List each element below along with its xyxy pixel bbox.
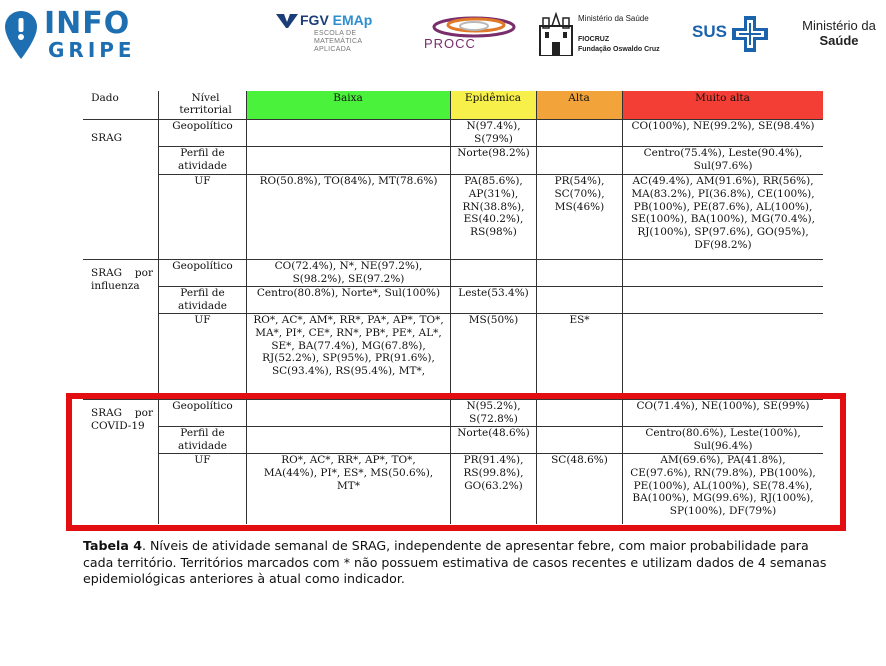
alta-cell: SC(48.6%) bbox=[551, 454, 608, 466]
caption-label: Tabela 4 bbox=[83, 538, 142, 553]
fiocruz-ministry: Ministério da Saúde bbox=[578, 14, 649, 23]
muito-alta-cell: AM(69.6%), PA(41.8%), CE(97.6%), RN(79.8%), PB(100%), PE(100%), AL(100%), SE(78.4%), BA(100%), MG(99.6%), RJ(100%), SP(100%), DF(79%) bbox=[630, 454, 816, 518]
nivel-cell: UF bbox=[194, 454, 211, 466]
nivel-cell: Perfil de atividade bbox=[177, 287, 228, 312]
section-label-influenza: SRAG por influenza bbox=[91, 267, 153, 292]
sus-name: SUS bbox=[692, 22, 727, 41]
header-dado: Dado bbox=[91, 92, 119, 104]
header-epidemica: Epidêmica bbox=[464, 92, 522, 104]
table-caption bbox=[83, 538, 828, 588]
fiocruz-foundation: Fundação Oswaldo Cruz bbox=[578, 46, 660, 53]
epidemica-cell: PR(91.4%), RS(99.8%), GO(63.2%) bbox=[463, 454, 524, 492]
header-muito-alta: Muito alta bbox=[695, 92, 750, 104]
ministerio-line2: Saúde bbox=[819, 33, 859, 48]
baixa-cell: RO*, AC*, RR*, AP*, TO*, MA(44%), PI*, ES*, MS(50.6%), MT* bbox=[263, 454, 434, 492]
emap-brand: EMAp bbox=[332, 12, 373, 28]
muito-alta-cell: Centro(80.6%), Leste(100%), Sul(96.4%) bbox=[645, 427, 801, 452]
fiocruz-castle-icon bbox=[538, 12, 574, 56]
nivel-cell: Geopolítico bbox=[172, 400, 233, 412]
section-label-srag: SRAG bbox=[91, 132, 123, 144]
fgv-brand: FGV bbox=[300, 12, 329, 28]
ministerio-saude-logo bbox=[794, 18, 884, 48]
nivel-cell: Perfil de atividade bbox=[177, 427, 228, 452]
nivel-cell: Geopolítico bbox=[172, 120, 233, 132]
infogripe-word-gripe: GRIPE bbox=[48, 38, 136, 62]
alta-cell: ES* bbox=[569, 314, 590, 326]
epidemica-cell: N(95.2%), S(72.8%) bbox=[466, 400, 521, 425]
fgv-chevron-icon bbox=[276, 14, 298, 28]
page-header bbox=[0, 0, 886, 70]
alta-cell: PR(54%), SC(70%), MS(46%) bbox=[554, 175, 605, 213]
header-baixa: Baixa bbox=[333, 92, 363, 104]
sus-cross-icon bbox=[730, 14, 770, 54]
epidemica-cell: Leste(53.4%) bbox=[458, 287, 529, 299]
baixa-cell: Centro(80.8%), Norte*, Sul(100%) bbox=[256, 287, 441, 299]
nivel-cell: UF bbox=[194, 314, 211, 326]
header-alta: Alta bbox=[568, 92, 590, 104]
muito-alta-cell: AC(49.4%), AM(91.6%), RR(56%), MA(83.2%), PI(36.8%), CE(100%), PB(100%), PE(87.6%), AL(100%), SE(100%), BA(100%), MG(70.4%), RJ(100%), SP(97.6%), GO(95%), DF(98.2%) bbox=[631, 175, 815, 251]
fiocruz-name: FIOCRUZ bbox=[578, 36, 610, 43]
baixa-cell: RO(50.8%), TO(84%), MT(78.6%) bbox=[259, 175, 438, 187]
fgv-title bbox=[300, 12, 372, 28]
sus-logo bbox=[692, 14, 772, 54]
muito-alta-cell: CO(71.4%), NE(100%), SE(99%) bbox=[636, 400, 810, 412]
fgv-emap-logo bbox=[276, 12, 416, 62]
epidemica-cell: N(97.4%), S(79%) bbox=[466, 120, 521, 145]
baixa-cell: CO(72.4%), N*, NE(97.2%), S(98.2%), SE(97.2%) bbox=[274, 260, 423, 285]
epidemica-cell: MS(50%) bbox=[468, 314, 519, 326]
nivel-cell: Perfil de atividade bbox=[177, 147, 228, 172]
covid-highlight-box bbox=[66, 393, 846, 531]
epidemica-cell: Norte(48.6%) bbox=[457, 427, 530, 439]
location-pin-icon bbox=[4, 10, 38, 60]
section-label-covid: SRAG por COVID-19 bbox=[91, 407, 153, 432]
epidemica-cell: Norte(98.2%) bbox=[457, 147, 530, 159]
muito-alta-cell: Centro(75.4%), Leste(90.4%), Sul(97.6%) bbox=[643, 147, 803, 172]
fiocruz-logo bbox=[536, 10, 668, 60]
infogripe-logo bbox=[4, 8, 138, 60]
muito-alta-cell: CO(100%), NE(99.2%), SE(98.4%) bbox=[631, 120, 815, 132]
caption-text: . Níveis de atividade semanal de SRAG, independente de apresentar febre, com maior probabilidade para cada território. Territórios marcados com * não possuem estimativa de casos recentes e utilizam dados de 4 semanas epidemiológicas anteriores à atual como indicador. bbox=[83, 538, 827, 586]
ministerio-line1: Ministério da bbox=[802, 18, 876, 33]
fgv-subtitle: ESCOLA DE MATEMÁTICA APLICADA bbox=[314, 30, 363, 53]
nivel-cell: Geopolítico bbox=[172, 260, 233, 272]
procc-swirl-icon bbox=[428, 12, 520, 38]
epidemica-cell: PA(85.6%), AP(31%), RN(38.8%), ES(40.2%), RS(98%) bbox=[462, 175, 525, 239]
nivel-cell: UF bbox=[194, 175, 211, 187]
infogripe-word-info: INFO bbox=[44, 6, 131, 41]
header-nivel: Nível territorial bbox=[179, 92, 232, 116]
baixa-cell: RO*, AC*, AM*, RR*, PA*, AP*, TO*, MA*, PI*, CE*, RN*, PB*, PE*, AL*, SE*, BA(77.4%), MG(67.8%), RJ(52.2%), SP(95%), PR(91.6%), SC(93.4%), RS(95.4%), MT*, bbox=[253, 314, 444, 378]
procc-name: PROCC bbox=[424, 36, 476, 51]
procc-logo bbox=[420, 12, 520, 60]
